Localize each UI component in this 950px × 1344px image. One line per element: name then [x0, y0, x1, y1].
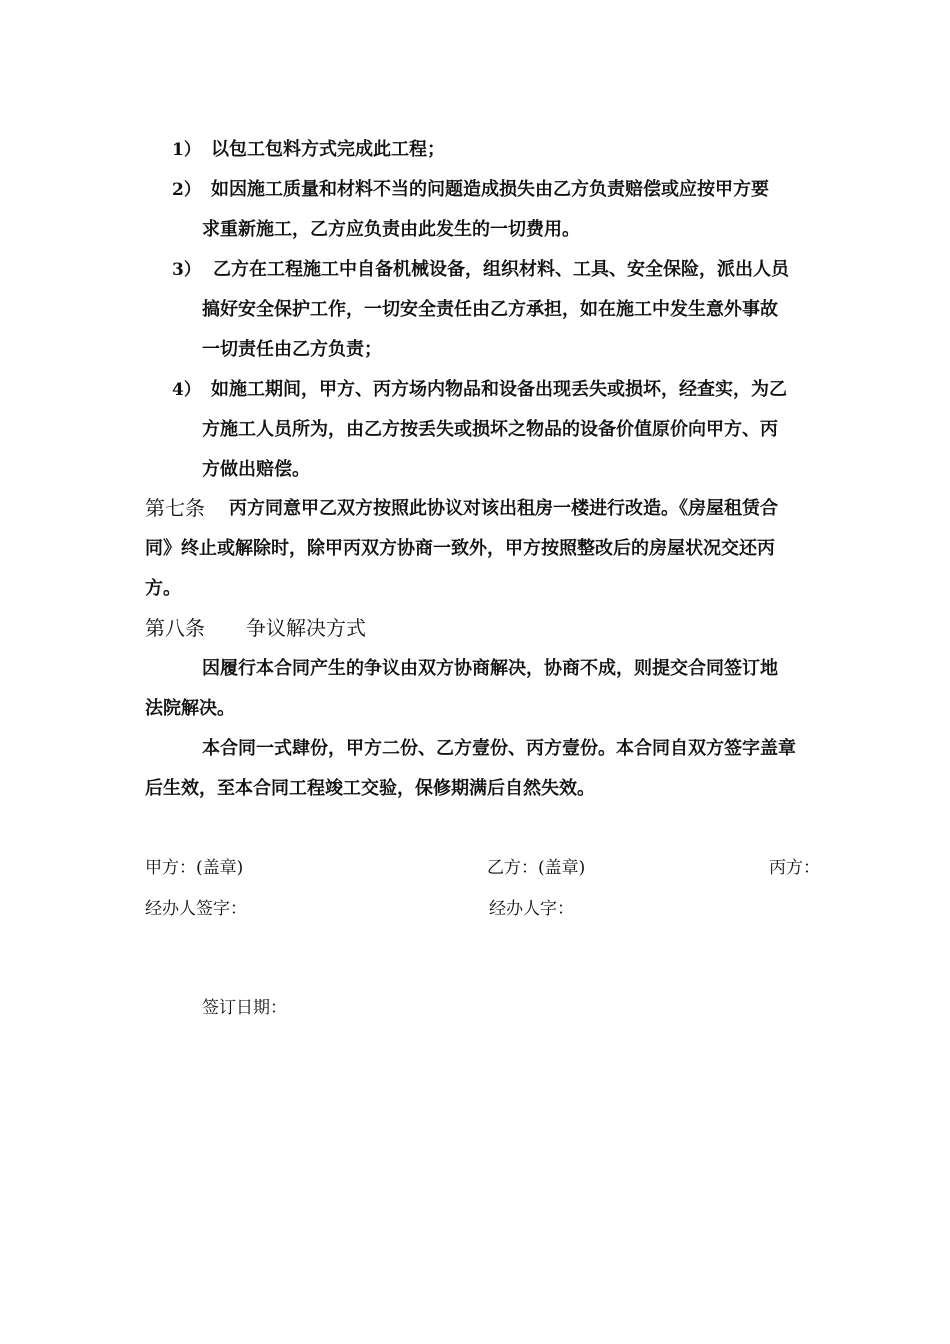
article-7-line-2: 同》终止或解除时，除甲丙双方协商一致外，甲方按照整改后的房屋状况交还丙: [145, 538, 775, 559]
article-8-para-2-line-1: 本合同一式肆份，甲方二份、乙方壹份、丙方壹份。本合同自双方签字盖章: [202, 738, 796, 759]
item-2-number: 2）: [172, 180, 201, 200]
party-b-seal-label: 乙方：(盖章): [487, 858, 586, 878]
item-4-line-1: 如施工期间，甲方、丙方场内物品和设备出现丢失或损坏，经查实，为乙: [211, 379, 787, 400]
sign-date-label: 签订日期：: [202, 998, 287, 1018]
article-8-title: 争议解决方式: [246, 616, 366, 640]
article-8-heading: 第八条: [145, 616, 205, 640]
party-b-agent-signature-label: 经办人字：: [489, 899, 574, 919]
article-7-line-1: 丙方同意甲乙双方按照此协议对该出租房一楼进行改造。《房屋租赁合: [229, 498, 778, 519]
item-3-number: 3）: [172, 260, 201, 280]
item-2-line-2: 求重新施工，乙方应负责由此发生的一切费用。: [202, 219, 580, 240]
item-1-number: 1）: [172, 140, 201, 160]
party-a-agent-signature-label: 经办人签字：: [145, 899, 247, 919]
item-3-line-3: 一切责任由乙方负责；: [202, 339, 382, 360]
article-7-heading: 第七条: [145, 496, 205, 520]
item-1-line-1: 以包工包料方式完成此工程；: [211, 139, 445, 160]
article-8-para-1-line-1: 因履行本合同产生的争议由双方协商解决，协商不成，则提交合同签订地: [202, 658, 778, 679]
item-4-line-3: 方做出赔偿。: [202, 459, 310, 480]
item-4-number: 4）: [172, 380, 201, 400]
party-c-label: 丙方：: [769, 858, 820, 878]
item-4-line-2: 方施工人员所为，由乙方按丢失或损坏之物品的设备价值原价向甲方、丙: [202, 419, 778, 440]
article-8-para-1-line-2: 法院解决。: [145, 698, 235, 719]
article-8-para-2-line-2: 后生效，至本合同工程竣工交验，保修期满后自然失效。: [145, 778, 595, 799]
article-7-line-3: 方。: [145, 578, 181, 599]
item-2-line-1: 如因施工质量和材料不当的问题造成损失由乙方负责赔偿或应按甲方要: [211, 179, 769, 200]
item-3-line-1: 乙方在工程施工中自备机械设备，组织材料、工具、安全保险，派出人员: [213, 259, 789, 280]
item-3-line-2: 搞好安全保护工作，一切安全责任由乙方承担，如在施工中发生意外事故: [202, 299, 778, 320]
party-a-seal-label: 甲方：(盖章): [145, 858, 244, 878]
